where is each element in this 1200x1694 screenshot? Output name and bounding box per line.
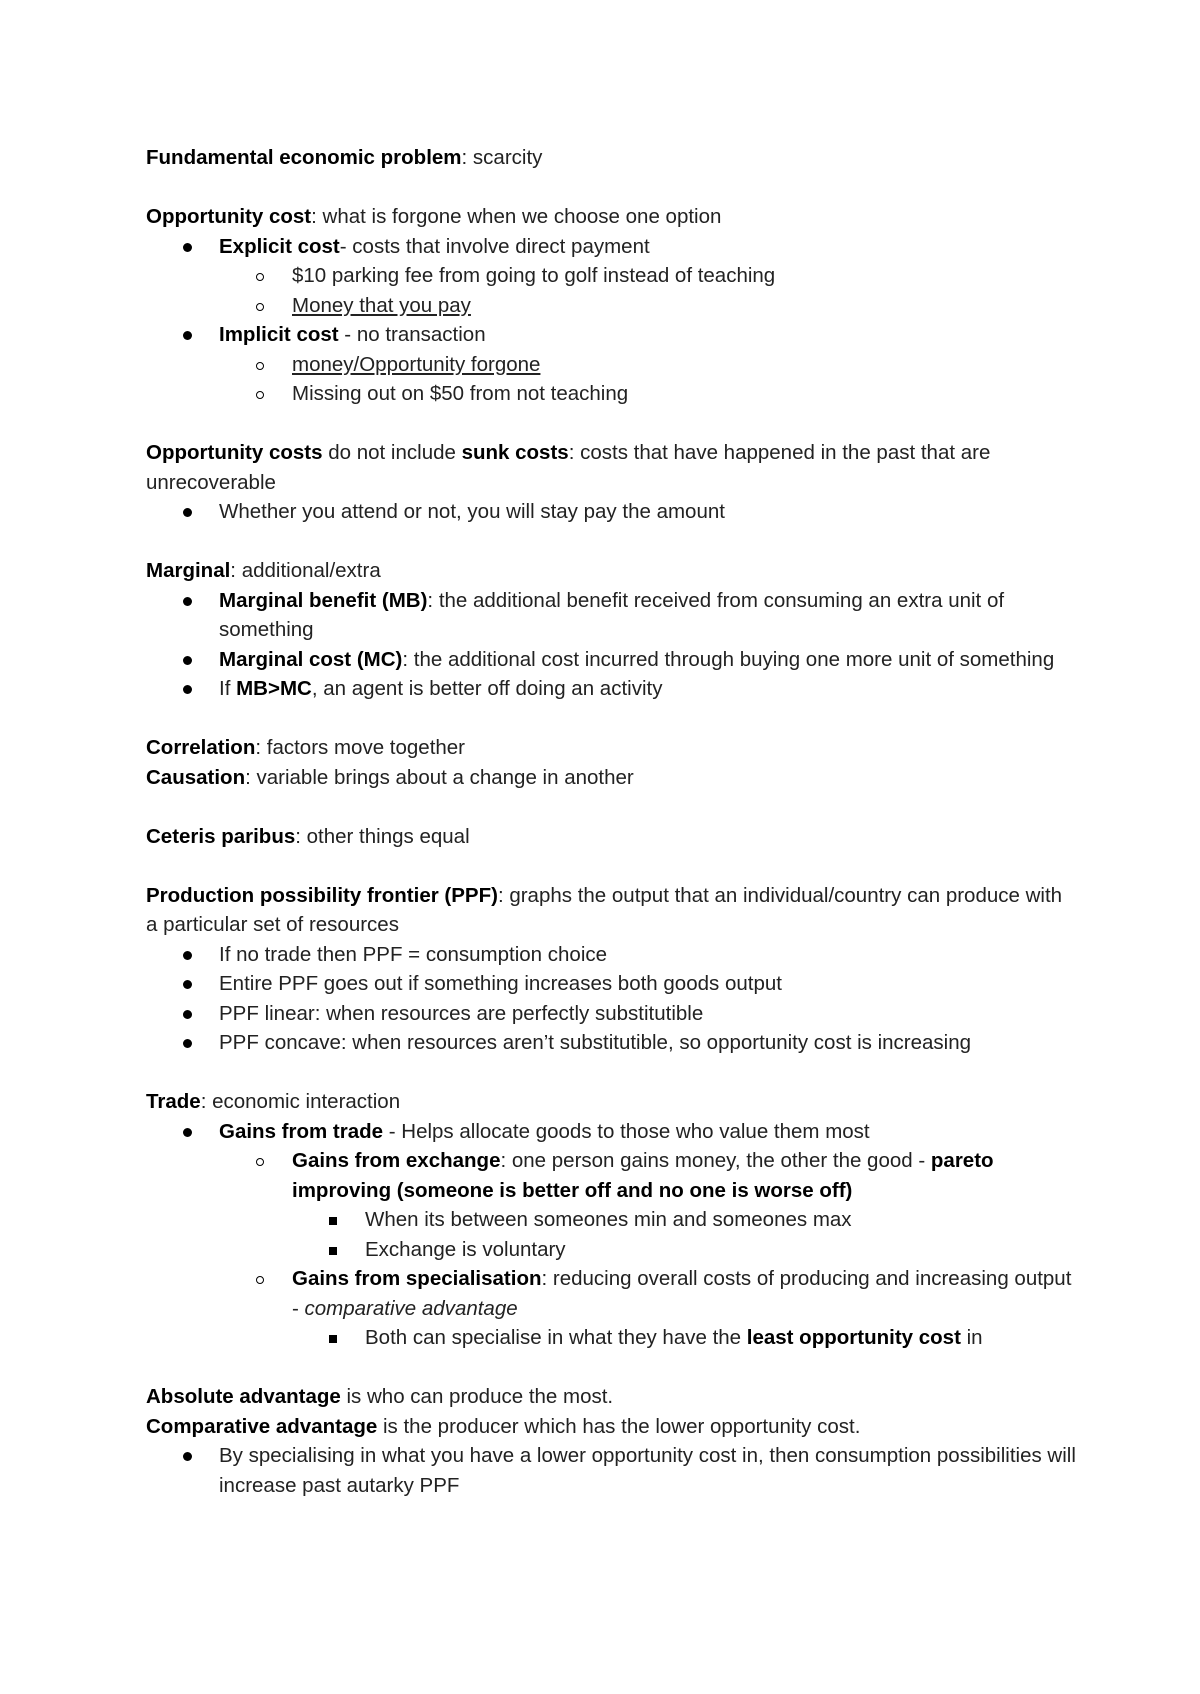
list-item: PPF linear: when resources are perfectly substitutible: [146, 999, 1076, 1029]
list-item: By specialising in what you have a lower opportunity cost in, then consumption possibilities will increase past autarky PPF: [146, 1441, 1076, 1500]
circle-bullet-icon: [256, 303, 264, 311]
list-item: If no trade then PPF = consumption choice: [146, 940, 1076, 970]
ceteris-paribus-definition: Ceteris paribus: other things equal: [146, 824, 470, 848]
list-item: Implicit cost - no transaction: [146, 320, 1076, 350]
comparative-advantage-definition: Comparative advantage is the producer which has the lower opportunity cost.: [146, 1414, 861, 1438]
trade-list: [146, 1117, 1076, 1353]
circle-bullet-icon: [256, 362, 264, 370]
list-item: Marginal cost (MC): the additional cost incurred through buying one more unit of something: [146, 645, 1076, 675]
fundamental-problem: Fundamental economic problem: scarcity: [146, 146, 543, 169]
term: Fundamental economic problem: [146, 146, 462, 169]
list-item: If MB>MC, an agent is better off doing an activity: [146, 674, 1076, 704]
circle-bullet-icon: [256, 1276, 264, 1284]
bullet-icon: [183, 980, 192, 989]
bullet-icon: [183, 331, 192, 340]
circle-bullet-icon: [256, 1158, 264, 1166]
list-item: Entire PPF goes out if something increases both goods output: [146, 969, 1076, 999]
square-bullet-icon: [329, 1217, 337, 1225]
circle-bullet-icon: [256, 273, 264, 281]
opportunity-cost-definition: Opportunity cost: what is forgone when we choose one option: [146, 205, 722, 228]
ppf-list: [146, 940, 1076, 1058]
bullet-icon: [183, 243, 192, 252]
absolute-advantage-definition: Absolute advantage is who can produce the most.: [146, 1385, 614, 1408]
list-item: Exchange is voluntary: [146, 1235, 1076, 1265]
list-item: Marginal benefit (MB): the additional benefit received from consuming an extra unit of something: [146, 586, 1076, 645]
sunk-costs-definition: Opportunity costs do not include sunk costs: costs that have happened in the past that are unrecoverable: [146, 441, 991, 494]
list-item: Money that you pay: [146, 291, 1076, 321]
list-item: Gains from specialisation: reducing overall costs of producing and increasing output - comparative advantage: [146, 1264, 1076, 1323]
marginal-list: [146, 586, 1076, 704]
bullet-icon: [183, 951, 192, 960]
list-item: Both can specialise in what they have the least opportunity cost in: [146, 1323, 1076, 1353]
marginal-definition: Marginal: additional/extra: [146, 559, 381, 582]
document-page: [146, 143, 1076, 1500]
list-item: Whether you attend or not, you will stay pay the amount: [146, 497, 1076, 527]
term: Opportunity cost: [146, 205, 312, 228]
square-bullet-icon: [329, 1247, 337, 1255]
bullet-icon: [183, 597, 192, 606]
bullet-icon: [183, 1039, 192, 1048]
list-item: Explicit cost- costs that involve direct payment: [146, 232, 1076, 262]
correlation-definition: Correlation: factors move together: [146, 736, 466, 759]
bullet-icon: [183, 656, 192, 665]
circle-bullet-icon: [256, 391, 264, 399]
list-item: Gains from exchange: one person gains money, the other the good - pareto improving (someone is better off and no one is worse off): [146, 1146, 1076, 1205]
list-item: Missing out on $50 from not teaching: [146, 379, 1076, 409]
bullet-icon: [183, 1452, 192, 1461]
list-item: $10 parking fee from going to golf instead of teaching: [146, 261, 1076, 291]
causation-definition: Causation: variable brings about a change in another: [146, 765, 634, 789]
ppf-definition: Production possibility frontier (PPF): graphs the output that an individual/country can produce with a particular set of resources: [146, 883, 1063, 936]
opportunity-cost-list: [146, 232, 1076, 409]
list-item: money/Opportunity forgone: [146, 350, 1076, 380]
list-item: Gains from trade - Helps allocate goods to those who value them most: [146, 1117, 1076, 1147]
bullet-icon: [183, 1010, 192, 1019]
list-item: When its between someones min and someones max: [146, 1205, 1076, 1235]
bullet-icon: [183, 1128, 192, 1137]
sunk-costs-list: [146, 497, 1076, 527]
list-item: PPF concave: when resources aren’t substitutible, so opportunity cost is increasing: [146, 1028, 1076, 1058]
comparative-advantage-list: [146, 1441, 1076, 1500]
bullet-icon: [183, 685, 192, 694]
bullet-icon: [183, 508, 192, 517]
square-bullet-icon: [329, 1335, 337, 1343]
trade-definition: Trade: economic interaction: [146, 1090, 401, 1113]
